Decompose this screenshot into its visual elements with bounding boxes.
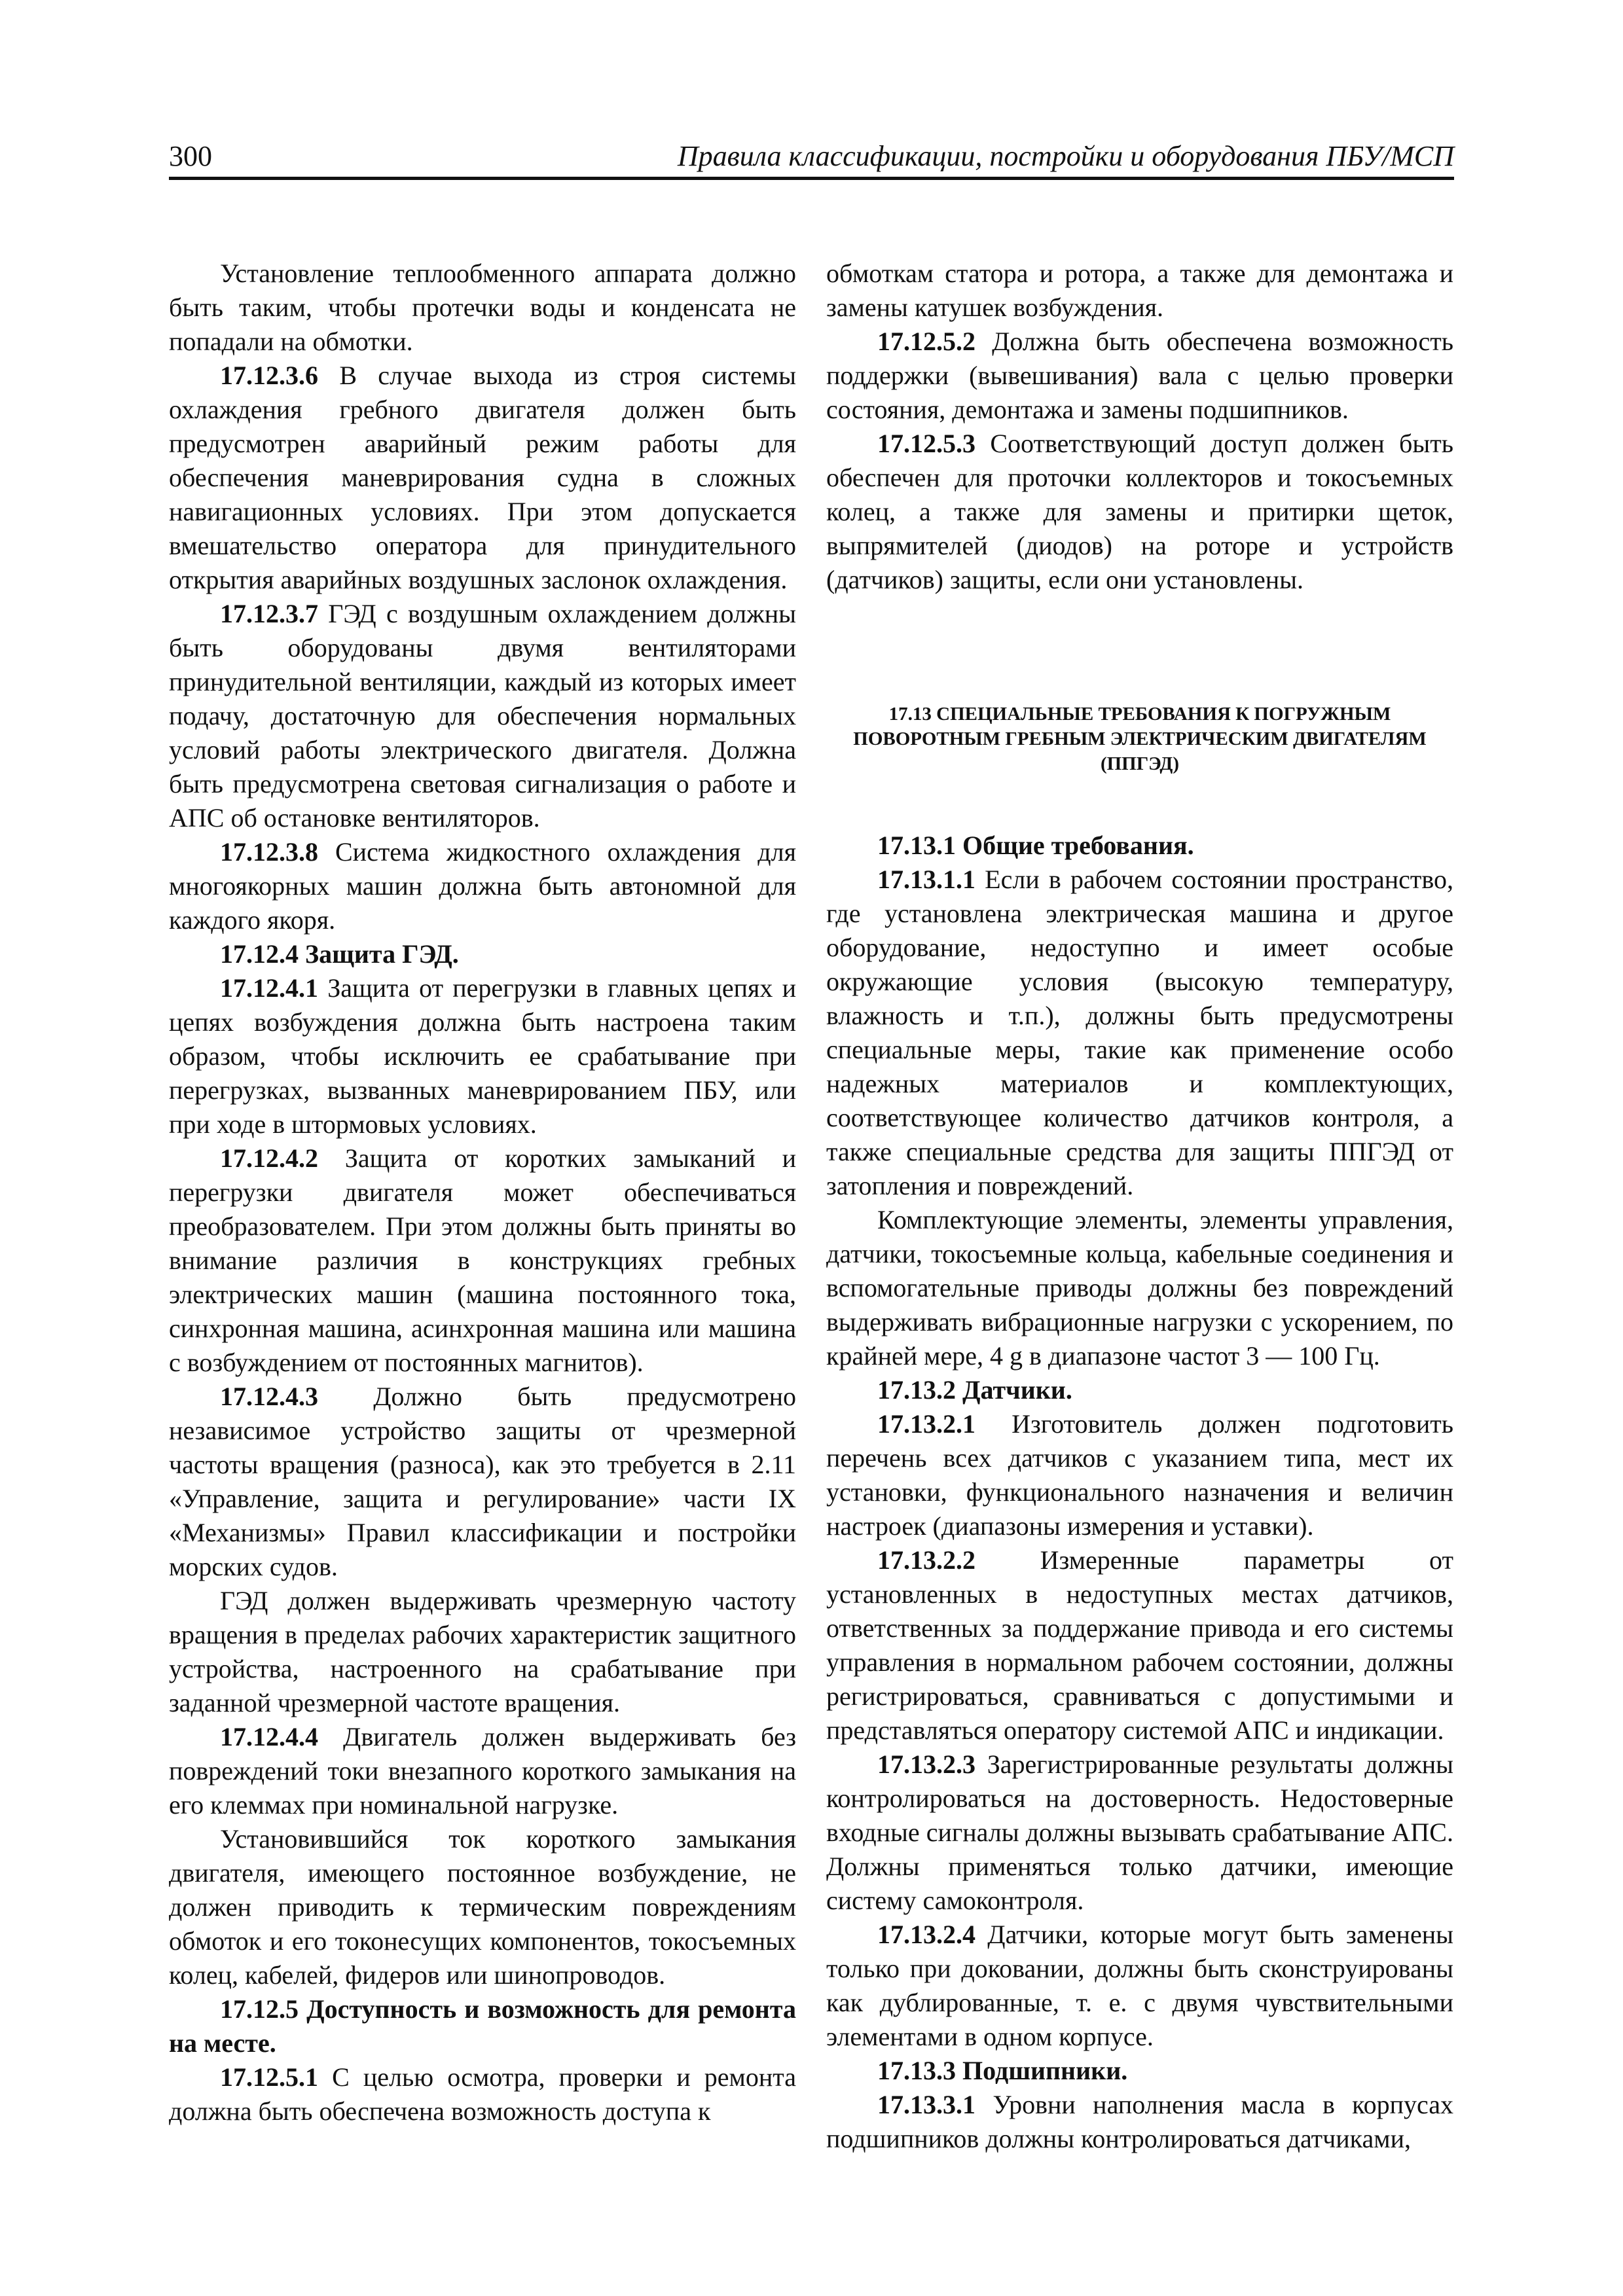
- right-column-top: [826, 257, 1453, 597]
- paragraph-text: Защита от коротких замыканий и перегрузки двигателя может обеспечиваться преобразователем. При этом должны быть приняты во внимание различия в конструкциях гребных электрических машин (машина постоянного тока, синхронная машина, асинхронная машина или машина с возбуждением от постоянных магнитов).: [169, 1143, 796, 1377]
- paragraph-text: Зарегистрированные результаты должны контролироваться на достоверность. Недостоверные входные сигналы должны вызывать срабатывание АПС. Должны применяться только датчики, имеющие систему самоконтроля.: [826, 1749, 1453, 1915]
- clause-number: 17.12.3.8: [220, 837, 318, 867]
- paragraph: [826, 2054, 1453, 2088]
- clause-number: 17.12.4.2: [220, 1143, 318, 1173]
- paragraph-text: Изготовитель должен подготовить перечень всех датчиков с указанием типа, мест их установки, функционального назначения и величин настроек (диапазоны измерения и уставки).: [826, 1409, 1453, 1541]
- clause-number: 17.12.5.1: [220, 2062, 318, 2092]
- paragraph-text: Должно быть предусмотрено независимое устройство защиты от чрезмерной частоты вращения (разноса), как это требуется в 2.11 «Управление, защита и регулирование» части IX «Механизмы» Правил классификации и постройки морских судов.: [169, 1382, 796, 1581]
- clause-number: 17.12.5.2: [877, 327, 976, 356]
- clause-number: 17.12.3.7: [220, 599, 318, 628]
- paragraph-text: С целью осмотра, проверки и ремонта должна быть обеспечена возможность доступа к: [169, 2062, 796, 2126]
- clause-number: 17.13.2 Датчики.: [877, 1375, 1072, 1405]
- clause-number: 17.13.1 Общие требования.: [877, 831, 1194, 860]
- paragraph: [169, 1141, 796, 1380]
- paragraph: [169, 1720, 796, 1822]
- right-column: [826, 257, 1453, 2156]
- clause-number: 17.12.3.6: [220, 361, 318, 390]
- paragraph: [826, 257, 1453, 325]
- paragraph: [826, 829, 1453, 863]
- paragraph: [826, 427, 1453, 597]
- paragraph: [826, 1918, 1453, 2054]
- clause-number: 17.13.1.1: [877, 865, 976, 894]
- paragraph: [169, 835, 796, 937]
- section-title: 17.13 СПЕЦИАЛЬНЫЕ ТРЕБОВАНИЯ К ПОГРУЖНЫМ ПОВОРОТНЫМ ГРЕБНЫМ ЭЛЕКТРИЧЕСКИМ ДВИГАТЕЛЯМ (ППГЭД): [853, 704, 1427, 774]
- right-column-bottom: [826, 829, 1453, 2156]
- paragraph-text: Защита от перегрузки в главных цепях и цепях возбуждения должна быть настроена таким образом, чтобы исключить ее срабатывание при перегрузках, вызванных маневрированием ПБУ, или при ходе в штормовых условиях.: [169, 973, 796, 1139]
- paragraph: [169, 597, 796, 835]
- page-number: 300: [169, 140, 212, 172]
- paragraph: [826, 2088, 1453, 2156]
- clause-number: 17.13.2.3: [877, 1749, 976, 1779]
- paragraph-text: Комплектующие элементы, элементы управления, датчики, токосъемные кольца, кабельные соединения и вспомогательные приводы должны без повреждений выдерживать вибрационные нагрузки с ускорением, по крайней мере, 4 g в диапазоне частот 3 — 100 Гц.: [826, 1205, 1453, 1371]
- clause-number: 17.13.3.1: [877, 2090, 976, 2119]
- paragraph-text: Соответствующий доступ должен быть обеспечен для проточки коллекторов и токосъемных колец, а также для замены и притирки щеток, выпрямителей (диодов) на роторе и устройств (датчиков) защиты, если они установлены.: [826, 429, 1453, 594]
- clause-number: 17.12.4.3: [220, 1382, 318, 1411]
- clause-number: 17.13.3 Подшипники.: [877, 2056, 1128, 2085]
- paragraph: [826, 863, 1453, 1203]
- clause-number: 17.13.2.2: [877, 1545, 976, 1575]
- clause-number: 17.12.5.3: [877, 429, 976, 458]
- paragraph-text: Установление теплообменного аппарата должно быть таким, чтобы протечки воды и конденсата не попадали на обмотки.: [169, 259, 796, 356]
- paragraph-text: Уровни наполнения масла в корпусах подшипников должны контролироваться датчиками,: [826, 2090, 1453, 2153]
- clause-number: 17.13.2.1: [877, 1409, 976, 1439]
- paragraph: [826, 1407, 1453, 1543]
- clause-number: 17.13.2.4: [877, 1920, 976, 1949]
- left-column: [169, 257, 796, 2128]
- paragraph: [169, 1584, 796, 1720]
- paragraph: [826, 1543, 1453, 1748]
- paragraph: [169, 1992, 796, 2060]
- paragraph-text: Установившийся ток короткого замыкания двигателя, имеющего постоянное возбуждение, не должен приводить к термическим повреждениям обмоток и его токонесущих компонентов, токосъемных колец, кабелей, фидеров или шинопроводов.: [169, 1824, 796, 1990]
- paragraph-text: Должна быть обеспечена возможность поддержки (вывешивания) вала с целью проверки состояния, демонтажа и замены подшипников.: [826, 327, 1453, 424]
- paragraph: [169, 1822, 796, 1992]
- paragraph: [826, 1373, 1453, 1407]
- paragraph: [826, 1203, 1453, 1373]
- paragraph: [169, 971, 796, 1141]
- paragraph-text: Если в рабочем состоянии пространство, где установлена электрическая машина и другое оборудование, недоступно и имеет особые окружающие условия (высокую температуру, влажность и т.п.), должны быть предусмотрены специальные меры, такие как применение особо надежных материалов и комплектующих, соответствующее количество датчиков контроля, а также специальные средства для защиты ППГЭД от затопления и повреждений.: [826, 865, 1453, 1200]
- clause-number: 17.12.4.4: [220, 1722, 318, 1751]
- paragraph: [169, 937, 796, 971]
- paragraph-text: Датчики, которые могут быть заменены только при доковании, должны быть сконструированы как дублированные, т. е. с двумя чувствительными элементами в одном корпусе.: [826, 1920, 1453, 2051]
- paragraph-text: Измеренные параметры от установленных в недоступных местах датчиков, ответственных за поддержание привода и его системы управления в нормальном рабочем состоянии, должны регистрироваться, сравниваться с допустимыми и представляться оператору системой АПС и индикации.: [826, 1545, 1453, 1745]
- clause-number: 17.12.5 Доступность и возможность для ремонта на месте.: [169, 1994, 796, 2058]
- paragraph: [169, 2060, 796, 2128]
- paragraph-text: ГЭД должен выдерживать чрезмерную частоту вращения в пределах рабочих характеристик защитного устройства, настроенного на срабатывание при заданной чрезмерной частоте вращения.: [169, 1586, 796, 1717]
- paragraph: [169, 1380, 796, 1584]
- paragraph-text: ГЭД с воздушным охлаждением должны быть оборудованы двумя вентиляторами принудительной вентиляции, каждый из которых имеет подачу, достаточную для обеспечения нормальных условий работы электрического двигателя. Должна быть предусмотрена световая сигнализация о работе и АПС об остановке вентиляторов.: [169, 599, 796, 833]
- clause-number: 17.12.4.1: [220, 973, 318, 1003]
- paragraph-text: обмоткам статора и ротора, а также для демонтажа и замены катушек возбуждения.: [826, 259, 1453, 322]
- paragraph: [169, 257, 796, 359]
- paragraph: [826, 325, 1453, 427]
- paragraph-text: Система жидкостного охлаждения для многоякорных машин должна быть автономной для каждого якоря.: [169, 837, 796, 935]
- paragraph: [169, 359, 796, 597]
- paragraph-text: В случае выхода из строя системы охлаждения гребного двигателя должен быть предусмотрен аварийный режим работы для обеспечения маневрирования судна в сложных навигационных условиях. При этом допускается вмешательство оператора для принудительного открытия аварийных воздушных заслонок охлаждения.: [169, 361, 796, 594]
- running-title: Правила классификации, постройки и оборудования ПБУ/МСП: [677, 140, 1454, 172]
- clause-number: 17.12.4 Защита ГЭД.: [220, 939, 459, 969]
- page-header: [169, 131, 1454, 180]
- paragraph: [826, 1748, 1453, 1918]
- paragraph-text: Двигатель должен выдерживать без повреждений токи внезапного короткого замыкания на его клеммах при номинальной нагрузке.: [169, 1722, 796, 1820]
